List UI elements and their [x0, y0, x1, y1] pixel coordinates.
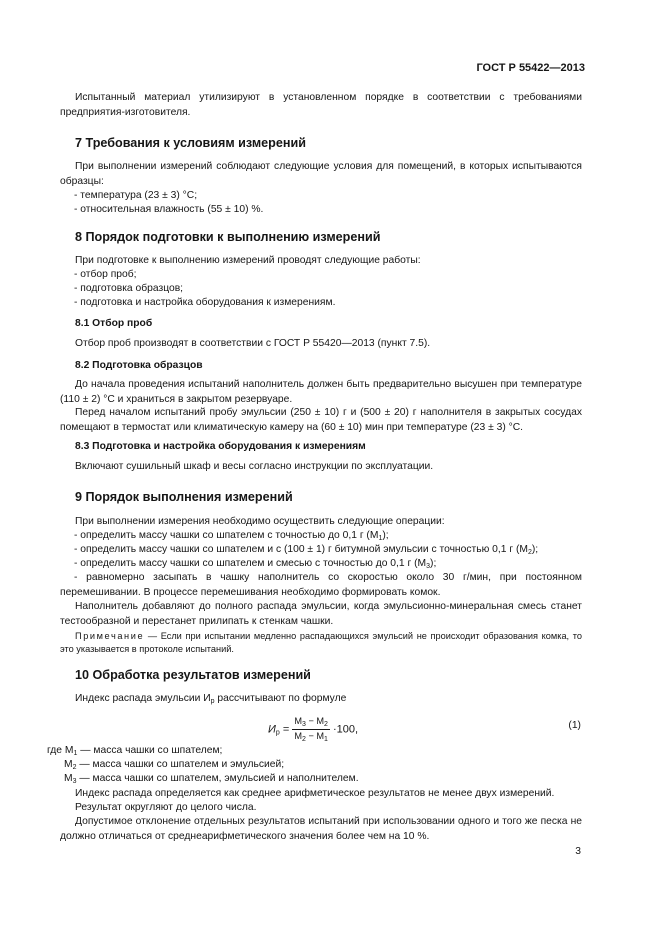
note-label: Примечание	[75, 631, 145, 641]
subsection-8-2-title: 8.2 Подготовка образцов	[75, 360, 203, 371]
section-10-title: 10 Обработка результатов измерений	[75, 668, 311, 682]
list-item: - температура (23 ± 3) °С;	[74, 190, 198, 201]
where-line: где $M_1$ — масса чашки со шпателем;	[47, 745, 223, 757]
document-header: ГОСТ Р 55422—2013	[476, 62, 585, 74]
intro-paragraph: Испытанный материал утилизируют в установленном порядке в соответствии с требованиями предприятия-изготовителя.	[60, 92, 582, 118]
page-number: 3	[575, 846, 581, 857]
list-item: - определить массу чашки со шпателем и с (100 ± 1) г битумной эмульсии с точностью 0,1 г $(M_2)$;	[74, 544, 539, 556]
section-10-text-4: Допустимое отклонение отдельных результатов испытаний при использовании одного и того же песка не должно отличаться от среднеарифметического значения более чем на 10 %.	[60, 816, 582, 842]
list-item: - подготовка образцов;	[74, 283, 184, 294]
section-7-title: 7 Требования к условиям измерений	[75, 136, 306, 150]
section-10-text: Индекс распада эмульсии $И_р$ рассчитывают по формуле	[75, 693, 347, 705]
subsection-8-1-text: Отбор проб производят в соответствии с ГОСТ Р 55420—2013 (пункт 7.5).	[75, 338, 431, 349]
list-item: - подготовка и настройка оборудования к измерениям.	[74, 297, 336, 308]
subsection-8-3-text: Включают сушильный шкаф и весы согласно инструкции по эксплуатации.	[75, 461, 434, 472]
section-10-text-2: Индекс распада определяется как среднее арифметическое результатов не менее двух измерений.	[75, 788, 555, 799]
list-item: - равномерно засыпать в чашку наполнитель со скоростью около 30 г/мин, при постоянном перемешивании. В процессе перемешивания необходимо формировать комок.	[60, 572, 582, 598]
list-item: - относительная влажность (55 ± 10) %.	[74, 204, 264, 215]
section-9-text: При выполнении измерения необходимо осуществить следующие операции:	[75, 516, 445, 527]
subsection-8-2-text-1: До начала проведения испытаний наполнитель должен быть предварительно высушен при температуре (110 ± 2) °С и храниться в закрытом резервуаре.	[60, 379, 582, 405]
subsection-8-2-text-2: Перед началом испытаний пробу эмульсии (250 ± 10) г и (500 ± 20) г наполнителя в закрытых сосудах помещают в термостат или климатическую камеру на (60 ± 10) мин при температуре (23 ± 3) °С.	[60, 407, 582, 433]
section-7-text: При выполнении измерений соблюдают следующие условия для помещений, в которых испытываются образцы:	[60, 161, 582, 187]
formula-number: (1)	[568, 720, 581, 731]
subsection-8-1-title: 8.1 Отбор проб	[75, 318, 153, 329]
list-item: - отбор проб;	[74, 269, 137, 280]
section-10-text-3: Результат округляют до целого числа.	[75, 802, 257, 813]
formula: $И_р$ = $\frac{M_3 - M_2}{M_2 - M_1}$ ·100,	[268, 716, 359, 743]
formula-fraction: $\frac{M_3 - M_2}{M_2 - M_1}$	[294, 716, 328, 743]
section-9-title: 9 Порядок выполнения измерений	[75, 490, 293, 504]
list-item: - определить массу чашки со шпателем и смесью с точностью до 0,1 г $(M_3)$;	[74, 558, 437, 570]
section-8-text: При подготовке к выполнению измерений проводят следующие работы:	[75, 255, 421, 266]
section-9-text-2: Наполнитель добавляют до полного распада эмульсии, когда эмульсионно-минеральная смесь станет тестообразной и перестанет прилипать к стенкам чашки.	[60, 601, 582, 627]
subsection-8-3-title: 8.3 Подготовка и настройка оборудования к измерениям	[75, 441, 366, 452]
list-item: - определить массу чашки со шпателем с точностью до 0,1 г $(M_1)$;	[74, 530, 389, 542]
note: Примечание — Если при испытании медленно распадающихся эмульсий не происходит образования комка, то это указывается в протоколе испытаний.	[60, 631, 582, 654]
section-8-title: 8 Порядок подготовки к выполнению измерений	[75, 230, 381, 244]
where-line: $M_3$ — масса чашки со шпателем, эмульсией и наполнителем.	[64, 773, 359, 785]
where-line: $M_2$ — масса чашки со шпателем и эмульсией;	[64, 759, 285, 771]
